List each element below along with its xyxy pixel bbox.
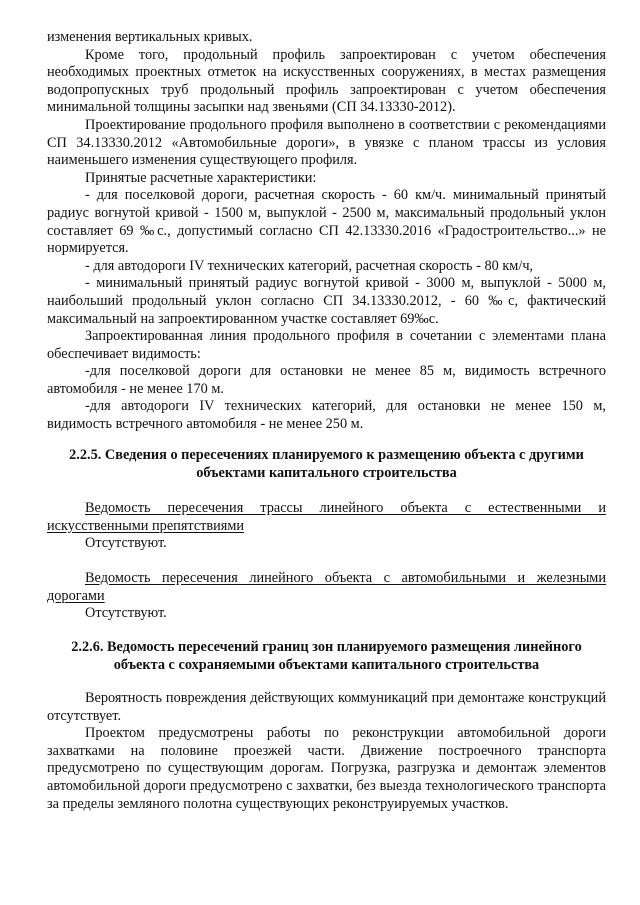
section-heading-226: 2.2.6. Ведомость пересечений границ зон планируемого размещения линейного объекта с сохраняемыми объектами капитального строительства [71,639,582,673]
paragraph-parameters-intro: Принятые расчетные характеристики: [85,169,317,186]
list-value-roads: Отсутствуют. [85,605,167,622]
paragraph-visibility-intro: Запроектированная линия продольного профиля в сочетании с элементами плана обеспечивает видимость: [47,328,606,362]
intersections-roads-block [47,570,606,623]
paragraph-highway-speed: - для автодороги IV технических категорий, расчетная скорость - 80 км/ч, [85,257,534,274]
section-226-text-block [47,690,606,813]
paragraph-profile-design: Кроме того, продольный профиль запроектирован с учетом обеспечения необходимых проектных отметок на искусственных сооружениях, в местах размещения водопропускных труб продольный профиль запроектирован с учетом обеспечения минимальной толщины засыпки над звеньями (СП 34.13330-2012). [47,46,606,116]
paragraph-reconstruction-works: Проектом предусмотрены работы по реконструкции автомобильной дороги захватками на половине проезжей части. Движение построечного транспорта предусмотрено по существующим дорогам. Погрузка, разгрузка и демонтаж элементов автомобильной дороги предусмотрено с захватки, без выезда технологического транспорта за пределы земляного полотна существующих реконструируемых участков. [47,725,606,812]
list-title-roads: Ведомость пересечения линейного объекта с автомобильными и железными дорогами [47,570,606,604]
paragraph-village-road: - для поселковой дороги, расчетная скорость - 60 км/ч. минимальный принятый радиус вогнутой кривой - 1500 м, выпуклой - 2500 м, максимальный продольный уклон составляет 69 ‰с., допустимый согласно СП 42.13330.2016 «Градостроительство...» не нормируется. [47,187,606,257]
list-value-natural-obstacles: Отсутствуют. [85,535,167,552]
paragraph-continuation: изменения вертикальных кривых. [47,29,253,45]
section-heading-225: 2.2.5. Сведения о пересечениях планируемого к размещению объекта с другими объектами капитального строительства [69,447,584,481]
paragraph-highway-radius: - минимальный принятый радиус вогнутой кривой - 3000 м, выпуклой - 5000 м, наибольший продольный уклон согласно СП 34.13330.2012, - 60 ‰с, фактический максимальный на запроектированном участке составляет 69‰с. [47,275,606,327]
paragraph-visibility-village: -для поселковой дороги для остановки не менее 85 м, видимость встречного автомобиля - не менее 170 м. [47,363,606,397]
paragraph-design-standards: Проектирование продольного профиля выполнено в соответствии с рекомендациями СП 34.13330.2012 «Автомобильные дороги», в увязке с планом трассы из условия наименьшего изменения существующего профиля. [47,116,606,169]
profile-text-block [47,29,606,434]
intersections-natural-block [47,500,606,553]
paragraph-damage-probability: Вероятность повреждения действующих коммуникаций при демонтаже конструкций отсутствует. [47,690,606,724]
paragraph-visibility-highway: -для автодороги IV технических категорий, для остановки не менее 150 м, видимость встречного автомобиля - не менее 250 м. [47,398,606,433]
list-title-natural-obstacles: Ведомость пересечения трассы линейного объекта с естественными и искусственными препятствиями [47,500,606,534]
